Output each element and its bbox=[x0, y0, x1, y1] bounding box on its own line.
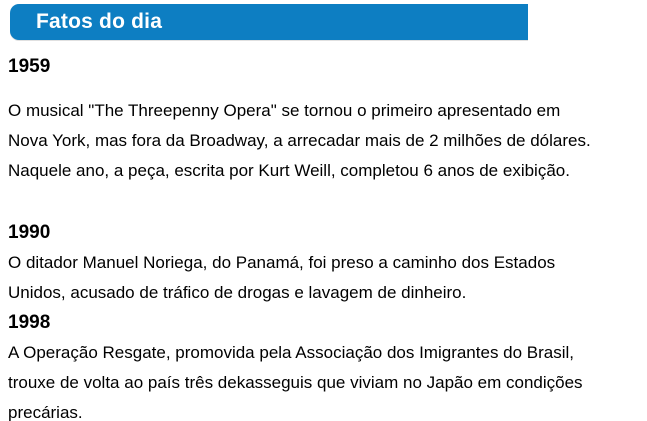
fact-text: A Operação Resgate, promovida pela Associação dos Imigrantes do Brasil, trouxe de volta ao país três dekasseguis que viviam no Japão em condições precárias. bbox=[8, 343, 583, 421]
fact-year-heading: 1990 bbox=[8, 222, 51, 243]
fact-year-heading: 1998 bbox=[8, 312, 51, 333]
fact-text: O ditador Manuel Noriega, do Panamá, foi preso a caminho dos Estados Unidos, acusado de tráfico de drogas e lavagem de dinheiro. bbox=[8, 253, 556, 302]
fact-text: O musical "The Threepenny Opera" se tornou o primeiro apresentado em Nova York, mas fora da Broadway, a arrecadar mais de 2 milhões de dólares. Naquele ano, a peça, escrita por Kurt Weill, completou 6 anos de exibição. bbox=[8, 101, 591, 180]
fact-section-1998 bbox=[8, 308, 629, 421]
section-title: Fatos do dia bbox=[36, 10, 163, 33]
fact-section-1990 bbox=[8, 218, 629, 308]
fact-year-heading: 1959 bbox=[8, 56, 51, 77]
facts-of-the-day-header bbox=[10, 4, 528, 40]
facts-list bbox=[0, 52, 647, 421]
fact-section-1959 bbox=[8, 52, 629, 186]
